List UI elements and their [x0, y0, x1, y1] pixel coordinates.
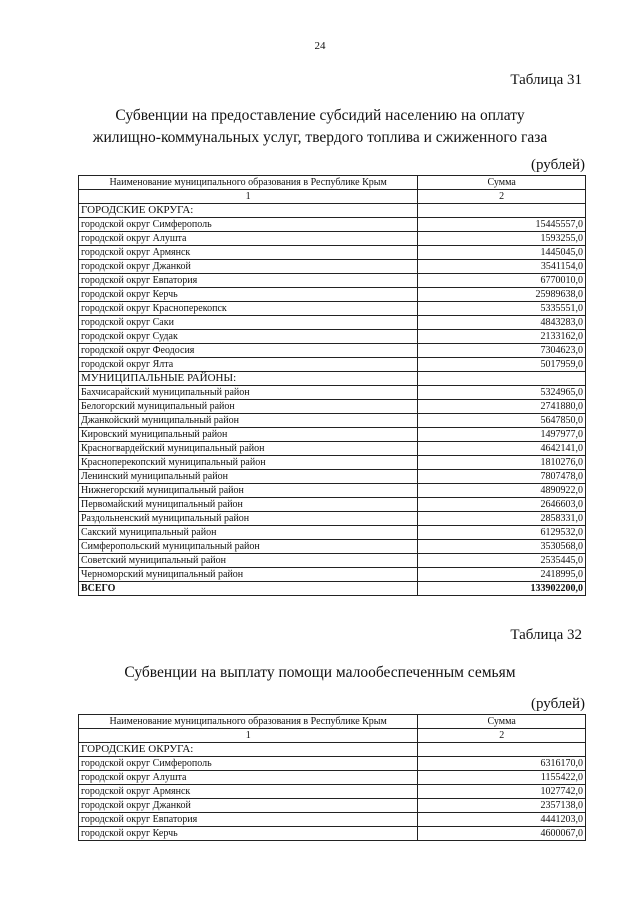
column-header-name: Наименование муниципального образования в Республике Крым	[79, 176, 418, 190]
table-row	[79, 400, 586, 414]
amount: 133902200,0	[418, 582, 586, 596]
table32-label: Таблица 32	[510, 627, 582, 643]
table32-units: (рублей)	[530, 696, 585, 712]
empty-cell	[418, 743, 586, 757]
amount: 3530568,0	[418, 540, 586, 554]
table-row	[79, 442, 586, 456]
amount: 1593255,0	[418, 232, 586, 246]
amount: 7807478,0	[418, 470, 586, 484]
table-row	[79, 827, 586, 841]
amount: 2133162,0	[418, 330, 586, 344]
municipality-name: городской округ Джанкой	[79, 260, 418, 274]
amount: 5335551,0	[418, 302, 586, 316]
amount: 2741880,0	[418, 400, 586, 414]
table-row	[79, 498, 586, 512]
table-row	[79, 344, 586, 358]
municipality-name: городской округ Евпатория	[79, 274, 418, 288]
municipality-name: Красногвардейский муниципальный район	[79, 442, 418, 456]
table-row	[79, 540, 586, 554]
amount: 6316170,0	[418, 757, 586, 771]
column-header-sum: Сумма	[418, 715, 586, 729]
municipality-name: городской округ Феодосия	[79, 344, 418, 358]
column-number-1: 1	[79, 729, 418, 743]
table-row	[79, 246, 586, 260]
amount: 5647850,0	[418, 414, 586, 428]
amount: 1155422,0	[418, 771, 586, 785]
municipality-name: Советский муниципальный район	[79, 554, 418, 568]
amount: 7304623,0	[418, 344, 586, 358]
table-row	[79, 771, 586, 785]
column-header-name: Наименование муниципального образования в Республике Крым	[79, 715, 418, 729]
column-number-1: 1	[79, 190, 418, 204]
header-row	[79, 176, 586, 190]
section-header-row	[79, 204, 586, 218]
header-row	[79, 715, 586, 729]
table31-title	[0, 105, 640, 149]
amount: 6770010,0	[418, 274, 586, 288]
table31-title-line1: Субвенции на предоставление субсидий населению на оплату	[115, 107, 525, 124]
municipality-name: Джанкойский муниципальный район	[79, 414, 418, 428]
table-row	[79, 785, 586, 799]
table-row	[79, 232, 586, 246]
column-header-sum: Сумма	[418, 176, 586, 190]
empty-cell	[418, 372, 586, 386]
municipality-name: городской округ Судак	[79, 330, 418, 344]
amount: 4600067,0	[418, 827, 586, 841]
table-row	[79, 526, 586, 540]
municipality-name: городской округ Керчь	[79, 827, 418, 841]
municipality-name: Бахчисарайский муниципальный район	[79, 386, 418, 400]
table-row	[79, 386, 586, 400]
municipality-name: городской округ Алушта	[79, 232, 418, 246]
municipality-name: городской округ Армянск	[79, 785, 418, 799]
municipality-name: городской округ Симферополь	[79, 757, 418, 771]
municipality-name: Сакский муниципальный район	[79, 526, 418, 540]
municipality-name: Первомайский муниципальный район	[79, 498, 418, 512]
table31-title-line2: жилищно-коммунальных услуг, твердого топлива и сжиженного газа	[92, 129, 548, 146]
table32-title: Субвенции на выплату помощи малообеспеченным семьям	[124, 664, 516, 681]
table-row	[79, 302, 586, 316]
municipality-name: МУНИЦИПАЛЬНЫЕ РАЙОНЫ:	[79, 372, 418, 386]
municipality-name: городской округ Красноперекопск	[79, 302, 418, 316]
column-number-row	[79, 729, 586, 743]
amount: 2418995,0	[418, 568, 586, 582]
municipality-name: Симферопольский муниципальный район	[79, 540, 418, 554]
section-header: ГОРОДСКИЕ ОКРУГА:	[79, 743, 418, 757]
amount: 4441203,0	[418, 813, 586, 827]
table31-label: Таблица 31	[510, 72, 582, 88]
table32	[78, 714, 586, 841]
table-row	[79, 813, 586, 827]
municipality-name: городской округ Евпатория	[79, 813, 418, 827]
table-row	[79, 330, 586, 344]
amount: 5324965,0	[418, 386, 586, 400]
table-row	[79, 456, 586, 470]
table-row	[79, 484, 586, 498]
amount: 1027742,0	[418, 785, 586, 799]
empty-cell	[418, 204, 586, 218]
amount: 3541154,0	[418, 260, 586, 274]
table-row	[79, 470, 586, 484]
table-row	[79, 414, 586, 428]
amount: 2535445,0	[418, 554, 586, 568]
municipality-name: городской округ Керчь	[79, 288, 418, 302]
page-number: 24	[314, 40, 326, 52]
amount: 1445045,0	[418, 246, 586, 260]
table-row	[79, 568, 586, 582]
table-row	[79, 512, 586, 526]
municipality-name: городской округ Ялта	[79, 358, 418, 372]
table31-units: (рублей)	[530, 157, 585, 173]
municipality-name: Красноперекопский муниципальный район	[79, 456, 418, 470]
municipality-name: Кировский муниципальный район	[79, 428, 418, 442]
municipality-name: городской округ Джанкой	[79, 799, 418, 813]
total-row	[79, 582, 586, 596]
table31	[78, 175, 586, 596]
section-header-row	[79, 743, 586, 757]
amount: 5017959,0	[418, 358, 586, 372]
section-header: ГОРОДСКИЕ ОКРУГА:	[79, 204, 418, 218]
municipality-name: Нижнегорский муниципальный район	[79, 484, 418, 498]
column-number-2: 2	[418, 190, 586, 204]
table-row	[79, 274, 586, 288]
table-row	[79, 288, 586, 302]
municipality-name: Белогорский муниципальный район	[79, 400, 418, 414]
amount: 1810276,0	[418, 456, 586, 470]
amount: 2858331,0	[418, 512, 586, 526]
municipality-name: городской округ Армянск	[79, 246, 418, 260]
amount: 2357138,0	[418, 799, 586, 813]
municipality-name: Ленинский муниципальный район	[79, 470, 418, 484]
table-row	[79, 428, 586, 442]
table-row	[79, 554, 586, 568]
municipality-name: ВСЕГО	[79, 582, 418, 596]
amount: 4642141,0	[418, 442, 586, 456]
amount: 6129532,0	[418, 526, 586, 540]
table-row	[79, 316, 586, 330]
table-row	[79, 799, 586, 813]
table-row	[79, 260, 586, 274]
amount: 25989638,0	[418, 288, 586, 302]
section-header-row	[79, 372, 586, 386]
municipality-name: городской округ Симферополь	[79, 218, 418, 232]
amount: 1497977,0	[418, 428, 586, 442]
amount: 2646603,0	[418, 498, 586, 512]
municipality-name: городской округ Алушта	[79, 771, 418, 785]
municipality-name: городской округ Саки	[79, 316, 418, 330]
municipality-name: Черноморский муниципальный район	[79, 568, 418, 582]
municipality-name: Раздольненский муниципальный район	[79, 512, 418, 526]
table-row	[79, 218, 586, 232]
amount: 15445557,0	[418, 218, 586, 232]
table-row	[79, 757, 586, 771]
table-row	[79, 358, 586, 372]
column-number-2: 2	[418, 729, 586, 743]
amount: 4843283,0	[418, 316, 586, 330]
column-number-row	[79, 190, 586, 204]
amount: 4890922,0	[418, 484, 586, 498]
